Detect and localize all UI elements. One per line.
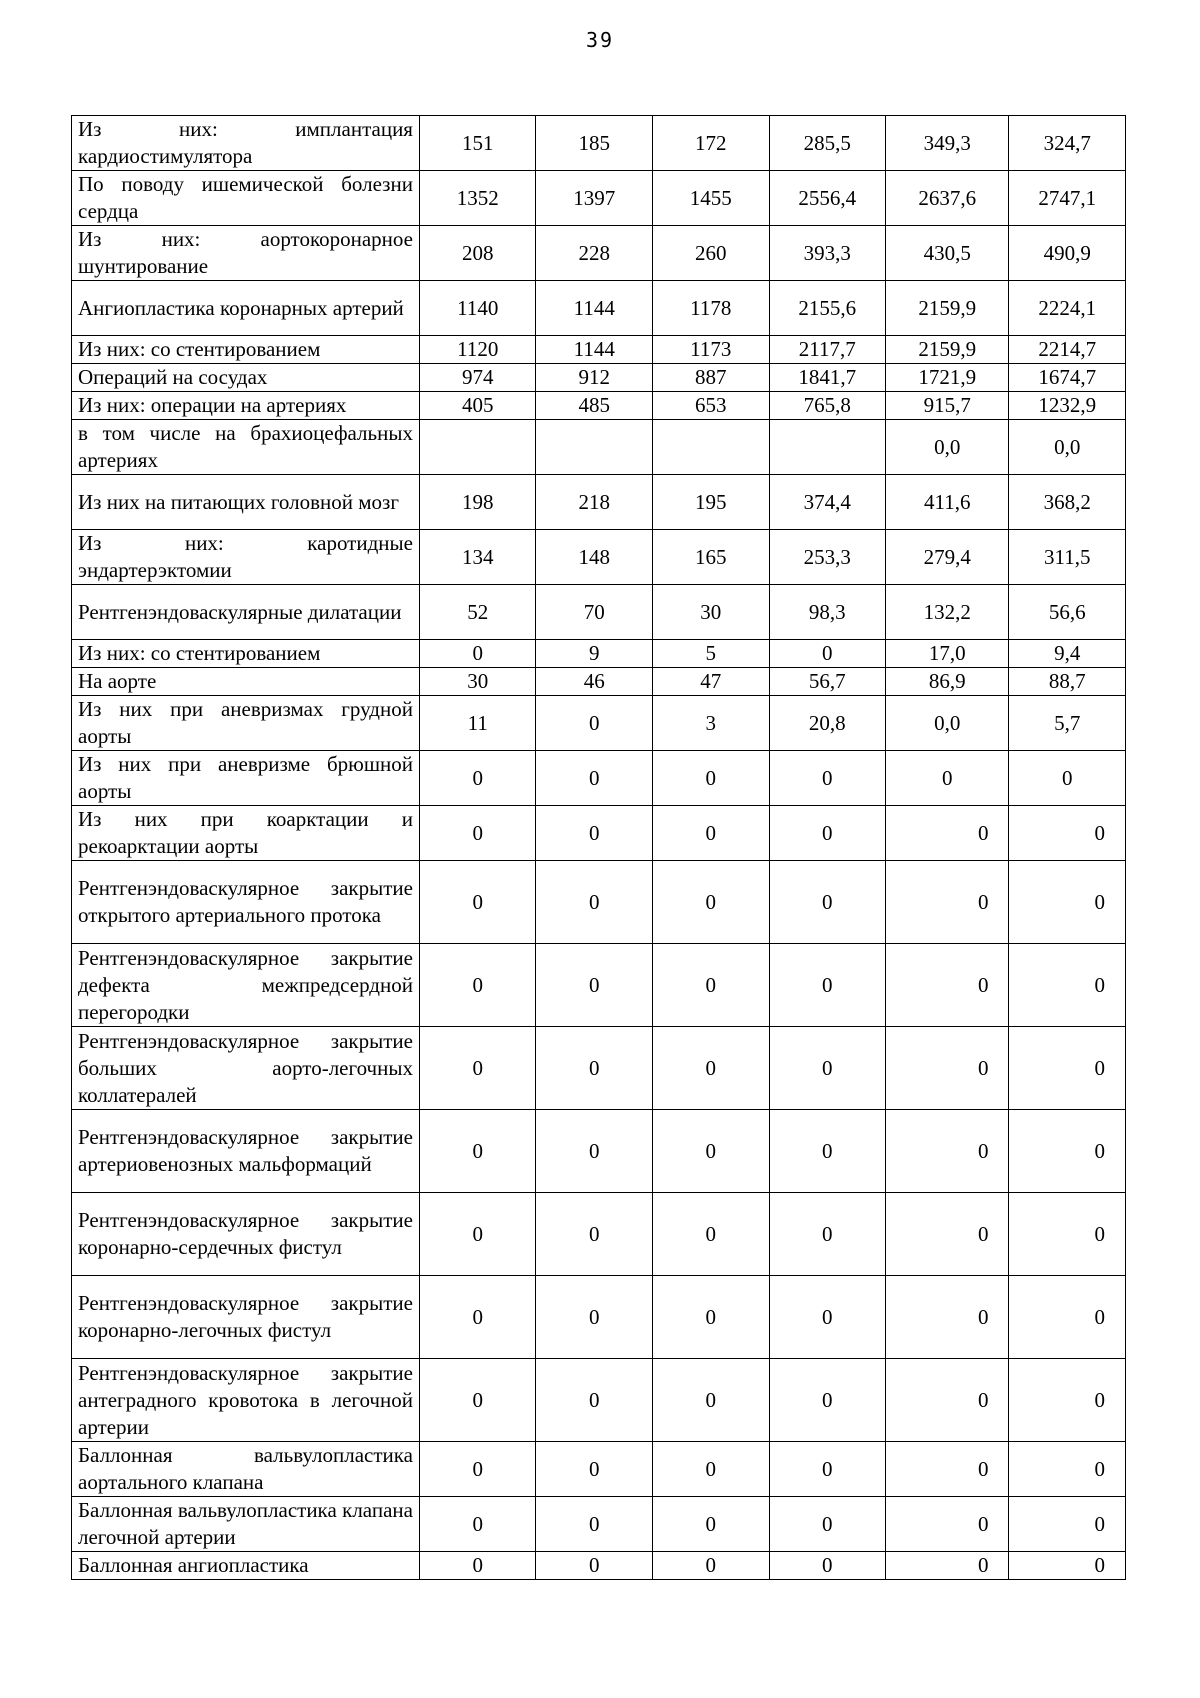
table-row (72, 806, 1126, 861)
row-value: 56,6 (1009, 585, 1126, 640)
table-row (72, 116, 1126, 171)
row-label: Баллонная вальвулопластика аортального клапана (72, 1442, 420, 1497)
row-value: 0 (419, 1276, 536, 1359)
table-row (72, 640, 1126, 668)
row-value: 0 (536, 861, 653, 944)
row-value: 1144 (536, 281, 653, 336)
row-value: 1144 (536, 336, 653, 364)
row-value: 368,2 (1009, 475, 1126, 530)
row-value: 3 (653, 696, 770, 751)
row-value: 0 (419, 640, 536, 668)
table-row (72, 751, 1126, 806)
row-label: в том числе на брахиоцефальных артериях (72, 420, 420, 475)
row-value: 0 (1009, 944, 1126, 1027)
row-value: 0 (886, 1552, 1009, 1580)
row-value: 0 (536, 696, 653, 751)
row-value: 1232,9 (1009, 392, 1126, 420)
row-value: 0 (1009, 1359, 1126, 1442)
row-value: 0 (769, 1552, 886, 1580)
row-value: 324,7 (1009, 116, 1126, 171)
row-value: 172 (653, 116, 770, 171)
row-value: 2155,6 (769, 281, 886, 336)
row-value: 0 (1009, 1442, 1126, 1497)
row-value: 0 (536, 1110, 653, 1193)
row-label: Рентгенэндоваскулярное закрытие больших аорто-легочных коллатералей (72, 1027, 420, 1110)
row-value: 349,3 (886, 116, 1009, 171)
row-value: 0 (769, 806, 886, 861)
row-value: 0 (653, 1442, 770, 1497)
row-value: 88,7 (1009, 668, 1126, 696)
row-value: 0 (419, 944, 536, 1027)
row-value: 47 (653, 668, 770, 696)
row-label: Из них: аортокоронарное шунтирование (72, 226, 420, 281)
row-value: 132,2 (886, 585, 1009, 640)
row-value: 2214,7 (1009, 336, 1126, 364)
row-value: 1140 (419, 281, 536, 336)
row-label: Рентгенэндоваскулярное закрытие дефекта межпредсердной перегородки (72, 944, 420, 1027)
table-row (72, 392, 1126, 420)
table-row (72, 420, 1126, 475)
row-value: 0 (419, 1359, 536, 1442)
row-value: 70 (536, 585, 653, 640)
row-value: 0,0 (1009, 420, 1126, 475)
row-value: 260 (653, 226, 770, 281)
row-value: 20,8 (769, 696, 886, 751)
row-value: 765,8 (769, 392, 886, 420)
row-value: 0 (1009, 1110, 1126, 1193)
row-value: 0 (536, 1442, 653, 1497)
row-value: 0 (886, 1110, 1009, 1193)
row-value: 393,3 (769, 226, 886, 281)
table-row (72, 696, 1126, 751)
page-number: 39 (585, 28, 615, 52)
row-value: 0 (769, 1359, 886, 1442)
row-value: 0 (653, 1110, 770, 1193)
row-label: Из них при коарктации и рекоарктации аорты (72, 806, 420, 861)
row-value: 253,3 (769, 530, 886, 585)
row-value (536, 420, 653, 475)
row-value: 0 (769, 1442, 886, 1497)
row-value: 653 (653, 392, 770, 420)
row-value: 1178 (653, 281, 770, 336)
table-row (72, 1359, 1126, 1442)
row-value: 0,0 (886, 420, 1009, 475)
row-value: 430,5 (886, 226, 1009, 281)
table-body (72, 116, 1126, 1580)
row-value: 0 (419, 1193, 536, 1276)
row-label: Из них: имплантация кардиостимулятора (72, 116, 420, 171)
row-value: 0 (886, 806, 1009, 861)
row-value: 0 (886, 861, 1009, 944)
row-value: 0 (419, 1442, 536, 1497)
row-value: 0 (886, 751, 1009, 806)
row-value: 86,9 (886, 668, 1009, 696)
row-value: 228 (536, 226, 653, 281)
row-value: 311,5 (1009, 530, 1126, 585)
row-value: 0 (653, 1193, 770, 1276)
table-row (72, 281, 1126, 336)
row-value: 0 (536, 944, 653, 1027)
row-value: 151 (419, 116, 536, 171)
table-row (72, 944, 1126, 1027)
row-value: 0 (769, 640, 886, 668)
row-value: 2637,6 (886, 171, 1009, 226)
row-value: 0 (419, 1497, 536, 1552)
row-value: 5,7 (1009, 696, 1126, 751)
row-value: 887 (653, 364, 770, 392)
row-value: 0 (1009, 1497, 1126, 1552)
table-row (72, 861, 1126, 944)
row-value: 0 (769, 1276, 886, 1359)
row-value: 30 (653, 585, 770, 640)
row-value: 2159,9 (886, 336, 1009, 364)
row-value: 2747,1 (1009, 171, 1126, 226)
row-value: 0 (1009, 751, 1126, 806)
row-value: 1173 (653, 336, 770, 364)
row-value: 285,5 (769, 116, 886, 171)
row-value: 0 (536, 1193, 653, 1276)
table-row (72, 1552, 1126, 1580)
row-value: 2224,1 (1009, 281, 1126, 336)
table-row (72, 364, 1126, 392)
row-value: 0 (886, 1442, 1009, 1497)
row-value: 374,4 (769, 475, 886, 530)
row-value: 0 (653, 861, 770, 944)
row-value: 52 (419, 585, 536, 640)
row-value: 30 (419, 668, 536, 696)
row-value: 0 (536, 1276, 653, 1359)
row-value: 9 (536, 640, 653, 668)
row-value: 0 (419, 1552, 536, 1580)
row-label: Рентгенэндоваскулярное закрытие коронарно-сердечных фистул (72, 1193, 420, 1276)
row-label: Из них на питающих головной мозг (72, 475, 420, 530)
row-value: 0 (886, 1359, 1009, 1442)
row-value: 9,4 (1009, 640, 1126, 668)
row-value: 1841,7 (769, 364, 886, 392)
row-value: 0 (1009, 1552, 1126, 1580)
row-value: 0 (886, 1276, 1009, 1359)
row-label: Из них при аневризме брюшной аорты (72, 751, 420, 806)
row-label: Из них при аневризмах грудной аорты (72, 696, 420, 751)
row-value: 2159,9 (886, 281, 1009, 336)
row-value: 279,4 (886, 530, 1009, 585)
row-label: Баллонная ангиопластика (72, 1552, 420, 1580)
row-value: 98,3 (769, 585, 886, 640)
table-row (72, 1442, 1126, 1497)
table-row (72, 1193, 1126, 1276)
row-value: 0 (419, 861, 536, 944)
row-label: Из них: со стентированием (72, 640, 420, 668)
row-label: Баллонная вальвулопластика клапана легочной артерии (72, 1497, 420, 1552)
row-value: 0 (653, 1359, 770, 1442)
row-value: 0 (1009, 1193, 1126, 1276)
row-value: 0 (1009, 861, 1126, 944)
row-label: Рентгенэндоваскулярное закрытие антеградного кровотока в легочной артерии (72, 1359, 420, 1442)
table-row (72, 1276, 1126, 1359)
row-value: 11 (419, 696, 536, 751)
row-value: 0 (653, 806, 770, 861)
row-value: 5 (653, 640, 770, 668)
row-label: На аорте (72, 668, 420, 696)
row-label: Рентгенэндоваскулярное закрытие артериовенозных мальформаций (72, 1110, 420, 1193)
row-value: 0 (1009, 806, 1126, 861)
row-value: 0 (536, 1552, 653, 1580)
row-value: 17,0 (886, 640, 1009, 668)
row-value: 0 (536, 1027, 653, 1110)
table-row (72, 226, 1126, 281)
row-value: 0 (886, 1193, 1009, 1276)
row-value: 405 (419, 392, 536, 420)
row-value: 0 (653, 751, 770, 806)
row-value: 0 (769, 1110, 886, 1193)
row-value: 0 (653, 944, 770, 1027)
row-value: 0 (769, 944, 886, 1027)
row-value: 56,7 (769, 668, 886, 696)
row-label: Ангиопластика коронарных артерий (72, 281, 420, 336)
row-value (653, 420, 770, 475)
row-value: 915,7 (886, 392, 1009, 420)
row-label: Из них: каротидные эндартерэктомии (72, 530, 420, 585)
row-value (419, 420, 536, 475)
row-label: Операций на сосудах (72, 364, 420, 392)
row-value: 2556,4 (769, 171, 886, 226)
row-value: 0 (769, 1193, 886, 1276)
row-value: 0 (419, 1027, 536, 1110)
row-value: 185 (536, 116, 653, 171)
row-value: 1120 (419, 336, 536, 364)
row-value: 490,9 (1009, 226, 1126, 281)
row-value: 0 (653, 1276, 770, 1359)
table-row (72, 1027, 1126, 1110)
table-row (72, 1497, 1126, 1552)
row-value: 974 (419, 364, 536, 392)
row-label: Из них: со стентированием (72, 336, 420, 364)
table-row (72, 1110, 1126, 1193)
table-row (72, 668, 1126, 696)
row-value: 0 (1009, 1276, 1126, 1359)
row-value: 0 (769, 751, 886, 806)
row-value: 195 (653, 475, 770, 530)
row-label: Рентгенэндоваскулярное закрытие открытого артериального протока (72, 861, 420, 944)
row-value: 411,6 (886, 475, 1009, 530)
table-row (72, 336, 1126, 364)
row-label: По поводу ишемической болезни сердца (72, 171, 420, 226)
statistics-table (71, 115, 1126, 1580)
row-value: 2117,7 (769, 336, 886, 364)
row-value: 0 (769, 861, 886, 944)
table-row (72, 585, 1126, 640)
row-value: 198 (419, 475, 536, 530)
row-value: 0 (536, 1497, 653, 1552)
row-value: 0 (1009, 1027, 1126, 1110)
row-value: 912 (536, 364, 653, 392)
table-row (72, 530, 1126, 585)
row-value: 1397 (536, 171, 653, 226)
row-label: Из них: операции на артериях (72, 392, 420, 420)
row-value: 0 (653, 1552, 770, 1580)
row-value: 0 (536, 806, 653, 861)
row-value: 46 (536, 668, 653, 696)
row-value: 0 (419, 1110, 536, 1193)
row-value: 208 (419, 226, 536, 281)
table-row (72, 475, 1126, 530)
row-value: 0 (653, 1497, 770, 1552)
row-value: 0 (419, 751, 536, 806)
row-value: 0 (886, 1497, 1009, 1552)
row-value: 1352 (419, 171, 536, 226)
row-value: 0 (536, 751, 653, 806)
row-value: 0 (769, 1497, 886, 1552)
row-value: 0 (419, 806, 536, 861)
row-value: 165 (653, 530, 770, 585)
row-label: Рентгенэндоваскулярное закрытие коронарно-легочных фистул (72, 1276, 420, 1359)
row-value: 0 (769, 1027, 886, 1110)
row-value: 134 (419, 530, 536, 585)
row-value: 218 (536, 475, 653, 530)
row-value: 0 (536, 1359, 653, 1442)
row-value: 485 (536, 392, 653, 420)
row-value: 1721,9 (886, 364, 1009, 392)
row-value: 0,0 (886, 696, 1009, 751)
row-label: Рентгенэндоваскулярные дилатации (72, 585, 420, 640)
row-value: 148 (536, 530, 653, 585)
table-row (72, 171, 1126, 226)
row-value: 1455 (653, 171, 770, 226)
row-value: 0 (886, 944, 1009, 1027)
row-value: 1674,7 (1009, 364, 1126, 392)
row-value: 0 (886, 1027, 1009, 1110)
row-value (769, 420, 886, 475)
row-value: 0 (653, 1027, 770, 1110)
